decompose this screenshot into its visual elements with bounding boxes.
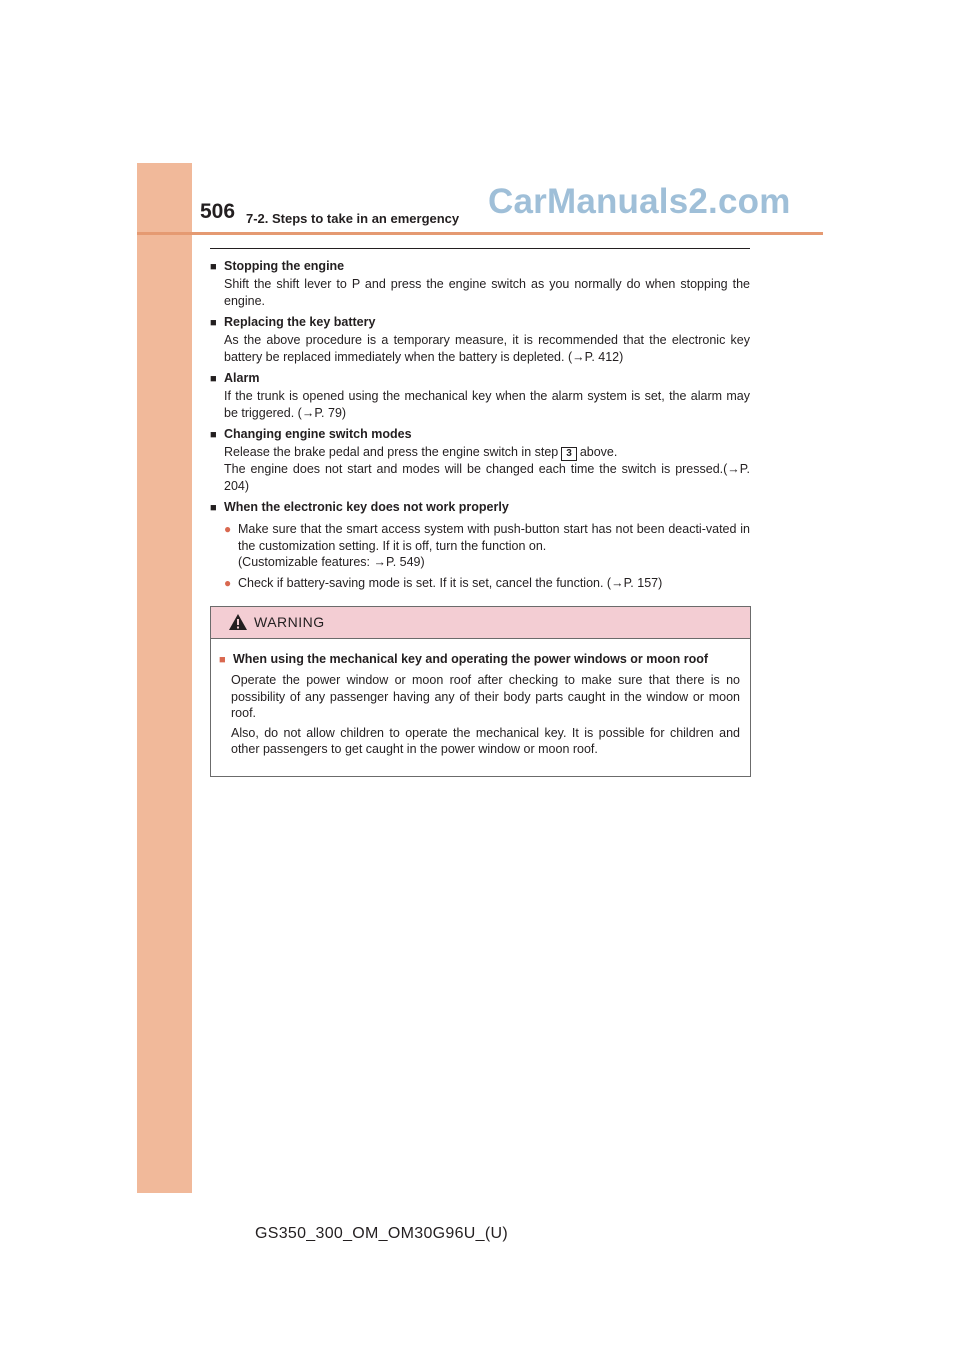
header-rule (137, 232, 823, 235)
body-text: Release the brake pedal and press the engine switch in step (224, 445, 559, 459)
main-content (210, 258, 750, 596)
square-bullet-icon: ■ (210, 373, 217, 385)
circle-bullet-icon: ● (224, 575, 232, 590)
list-item-text: Check if battery-saving mode is set. If it is set, cancel the function. (→P. 157) (238, 575, 663, 590)
section-title: When the electronic key does not work properly (224, 500, 509, 514)
list-item-text: Make sure that the smart access system with push-button start has not been deacti-vated in the customization setting. If it is off, turn the function on. (238, 522, 750, 553)
warning-title: When using the mechanical key and operating the power windows or moon roof (233, 652, 709, 666)
section-alarm (210, 370, 750, 421)
step-number-badge: 3 (561, 447, 577, 461)
warning-paragraph: Operate the power window or moon roof after checking to make sure that there is no possibility of any passenger having any of their body parts caught in the window or moon roof. (231, 673, 740, 720)
section-body (224, 444, 750, 461)
circle-bullet-icon: ● (224, 522, 232, 536)
section-title: Replacing the key battery (224, 315, 376, 329)
section-electronic-key (210, 499, 750, 591)
section-body: As the above procedure is a temporary measure, it is recommended that the electronic key battery be replaced immediately when the battery is depleted. (→P. 412) (224, 333, 750, 364)
section-title: Alarm (224, 371, 260, 385)
warning-body (211, 639, 750, 758)
section-body-2: The engine does not start and modes will be changed each time the switch is pressed.(→P. 204) (224, 462, 750, 493)
square-bullet-icon: ■ (219, 654, 226, 666)
warning-header (211, 607, 750, 639)
chapter-title: 7-2. Steps to take in an emergency (246, 211, 460, 226)
chapter-sidebar-tab (137, 163, 192, 1193)
list-item-text-2: (Customizable features: →P. 549) (238, 555, 425, 569)
section-engine-switch-modes (210, 426, 750, 494)
warning-paragraph: Also, do not allow children to operate the mechanical key. It is possible for children and other passengers to get caught in the power window or moon roof. (231, 725, 740, 756)
square-bullet-icon: ■ (210, 502, 217, 514)
square-bullet-icon: ■ (210, 261, 217, 273)
body-text: above. (579, 445, 618, 459)
list-item (224, 575, 750, 592)
content-rule (210, 248, 750, 249)
document-code-footer: GS350_300_OM_OM30G96U_(U) (255, 1225, 508, 1242)
section-stopping-engine (210, 258, 750, 309)
section-body: Shift the shift lever to P and press the engine switch as you normally do when stopping the engine. (224, 277, 750, 308)
section-key-battery (210, 314, 750, 365)
warning-triangle-icon (228, 613, 248, 631)
section-title: Changing engine switch modes (224, 427, 412, 441)
section-body: If the trunk is opened using the mechanical key when the alarm system is set, the alarm may be triggered. (→P. 79) (224, 389, 750, 420)
watermark: CarManuals2.com (488, 182, 791, 221)
square-bullet-icon: ■ (210, 429, 217, 441)
warning-label: WARNING (254, 614, 325, 630)
warning-box (210, 606, 751, 777)
list-item (224, 521, 750, 571)
square-bullet-icon: ■ (210, 317, 217, 329)
page-number: 506 (200, 200, 236, 223)
section-title: Stopping the engine (224, 259, 345, 273)
